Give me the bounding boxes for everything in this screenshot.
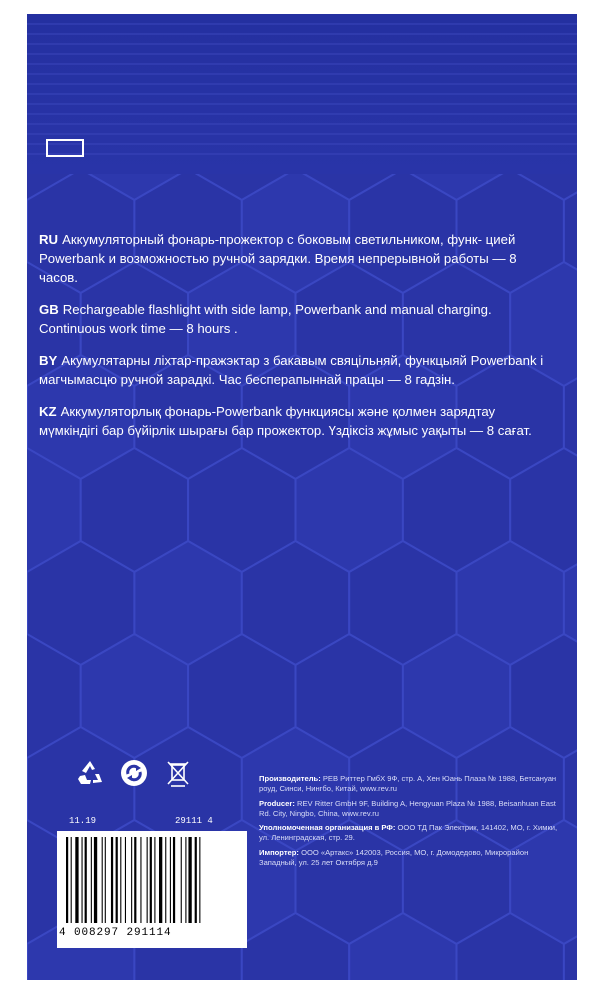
- lang-code: BY: [39, 353, 58, 368]
- top-flap-stripes: [27, 14, 577, 174]
- description-text: Акумулятарны ліхтар-пражэктар з бакавым свяцільняй, функцыяй Powerbank і магчымасцю ручной зарадкі. Час бесперапыннай працы — 8 гадзін.: [39, 353, 544, 387]
- legal-info: [259, 774, 559, 872]
- legal-text: РЕВ Риттер ГмбХ 9Ф, стр. А, Хен Юань Плаза № 1988, Бетсануан роуд, Синси, Нингбо, Китай, www.rev.ru: [259, 774, 557, 794]
- barcode-bar: [116, 837, 118, 923]
- barcode-bar: [154, 837, 155, 923]
- barcode-bar: [125, 837, 126, 923]
- barcode-bar: [173, 837, 175, 923]
- barcode-bar: [181, 837, 182, 923]
- barcode-bar: [71, 837, 72, 923]
- barcode-bar: [94, 837, 97, 923]
- description-ru: [39, 230, 554, 287]
- barcode-bar: [134, 837, 136, 923]
- barcode-label: [57, 831, 247, 948]
- legal-producer-en: [259, 799, 559, 820]
- barcode-bar: [75, 837, 78, 923]
- barcode-bar: [111, 837, 113, 923]
- legal-heading: Producer:: [259, 798, 295, 808]
- description-text: Rechargeable flashlight with side lamp, Powerbank and manual charging. Continuous work time — 8 hours .: [39, 302, 492, 336]
- description-kz: [39, 402, 554, 440]
- barcode-bar: [150, 837, 152, 923]
- disposal-icons: [75, 758, 195, 792]
- legal-text: REV Ritter GmbH 9F, Building A, Hengyuan Plaza № 1988, Beisanhuan East Rd. City, Ningbo, China, www.rev.ru: [259, 798, 556, 818]
- barcode-bar: [66, 837, 68, 923]
- box-back-panel: [27, 14, 577, 980]
- description-gb: [39, 300, 554, 338]
- barcode-bar: [188, 837, 191, 923]
- description-block: [39, 230, 554, 453]
- legal-authorized: [259, 823, 559, 844]
- legal-heading: Уполномоченная организация в РФ:: [259, 823, 396, 833]
- lang-code: KZ: [39, 404, 57, 419]
- production-date: 11.19: [69, 816, 97, 826]
- barcode-bar: [170, 837, 171, 923]
- article-number: 29111 4: [175, 816, 213, 826]
- legal-text: ООО «Артакс» 142003, Россия, МО, г. Домодедово, Микрорайон Западный, ул. 25 лет Октября д.9: [259, 847, 529, 868]
- refresh-icon: [119, 758, 149, 788]
- barcode-bar: [131, 837, 132, 923]
- barcode-bar: [85, 837, 87, 923]
- legal-manufacturer-ru: [259, 774, 559, 795]
- barcode-bar: [105, 837, 106, 923]
- barcode-digits: 4 008297 291114: [59, 927, 172, 939]
- legal-heading: Производитель:: [259, 774, 321, 783]
- legal-text: ООО ТД Пак Электрик, 141402, МО, г. Химки, ул. Ленинградская, стр. 29.: [259, 823, 558, 843]
- barcode-header: [57, 814, 247, 830]
- barcode-bar: [91, 837, 92, 923]
- lang-code: GB: [39, 302, 59, 317]
- description-by: [39, 351, 554, 389]
- barcode-bar: [140, 837, 141, 923]
- description-text: Аккумуляторный фонарь-прожектор с боковым светильником, функ- цией Powerbank и возможностью ручной зарядки. Время непрерывной работы — 8 часов.: [39, 232, 517, 285]
- barcode-bar: [147, 837, 148, 923]
- barcode-bar: [195, 837, 197, 923]
- legal-heading: Импортер:: [259, 847, 299, 857]
- recycle-icon: [75, 758, 105, 788]
- barcode-bar: [82, 837, 83, 923]
- barcode-bar: [165, 837, 166, 923]
- barcode-bar: [120, 837, 121, 923]
- barcode-bar: [159, 837, 162, 923]
- barcode-bars: [64, 837, 240, 927]
- barcode-bar: [199, 837, 200, 923]
- description-text: Аккумуляторлық фонарь-Powerbank функциясы және қолмен зарядтау мүмкіндігі бар бүйірлік шырағы бар прожектор. Үздіксіз жұмыс уақыты — 8 сағат.: [39, 404, 532, 438]
- lang-code: RU: [39, 232, 59, 247]
- barcode-bar: [185, 837, 186, 923]
- barcode-card: [57, 814, 247, 948]
- legal-importer: [259, 848, 559, 869]
- barcode-bar: [102, 837, 103, 923]
- crossed-bin-icon: [163, 758, 193, 788]
